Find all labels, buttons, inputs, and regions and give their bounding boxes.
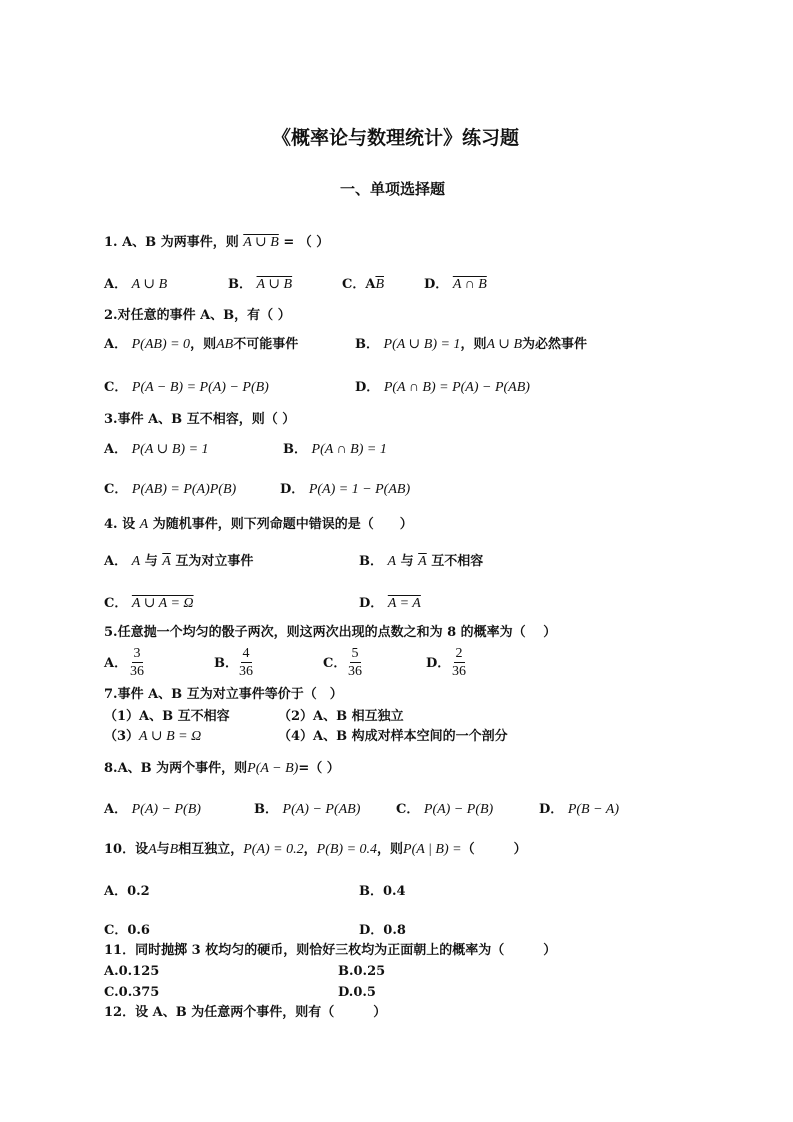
q1-option-a: A． A ∪ B — [104, 277, 168, 292]
q11-option-b: B.0.25 — [338, 964, 386, 979]
q7-option-4: （4）A、B 构成对样本空间的一个剖分 — [278, 729, 508, 744]
question-2: 2.对任意的事件 A、B，有（ ） — [104, 308, 291, 323]
q3-option-a: A． P(A ∪ B) = 1 — [104, 442, 209, 457]
q3-option-b: B． P(A ∩ B) = 1 — [283, 442, 387, 457]
q8-option-c: C． P(A) − P(B) — [396, 802, 494, 817]
question-1: 1. A、B 为两事件，则 A ∪ B = （ ） — [104, 235, 330, 250]
q4-option-a: A． A 与 $\overline{A}$ 互为对立事件 — [104, 554, 254, 569]
q4-option-c: C． A ∪ A = Ω — [104, 596, 194, 611]
q1-complement-expression: A ∪ B — [243, 235, 279, 250]
q5-option-c-fraction: $\frac{5}{36}$ — [348, 646, 362, 680]
q1-option-c: C．$A\overline{B}$ — [342, 277, 384, 292]
q7-option-2: （2）A、B 相互独立 — [278, 709, 404, 724]
q10-option-a: A．0.2 — [104, 884, 150, 899]
q5-option-b-label: B． — [214, 656, 238, 671]
q11-option-c: C.0.375 — [104, 985, 160, 1000]
q11-option-a: A.0.125 — [104, 964, 160, 979]
page-title: 《概率论与数理统计》练习题 — [272, 127, 520, 149]
q2-option-c: C． P(A − B) = P(A) − P(B) — [104, 380, 269, 395]
q8-option-d: D． P(B − A) — [539, 802, 619, 817]
q10-option-b: B．0.4 — [359, 884, 406, 899]
q5-option-b-fraction: $\frac{4}{36}$ — [239, 646, 253, 680]
question-5: 5.任意抛一个均匀的骰子两次，则这两次出现的点数之和为 8 的概率为（ ） — [104, 625, 557, 640]
q2-option-a: A． P(AB) = 0，则AB不可能事件 — [104, 337, 299, 352]
question-8: 8.A、B 为两个事件，则P(A − B)=（ ） — [104, 761, 340, 776]
q5-option-d-label: D． — [426, 656, 451, 671]
question-7: 7.事件 A、B 互为对立事件等价于（ ） — [104, 687, 343, 702]
q4-option-d: D． A = A — [359, 596, 421, 611]
q1-option-d: D． A ∩ B — [424, 277, 487, 292]
q7-option-3: （3）A ∪ B = Ω — [104, 729, 202, 744]
q7-option-1: （1）A、B 互不相容 — [104, 709, 230, 724]
question-11: 11．同时抛掷 3 枚均匀的硬币，则恰好三枚均为正面朝上的概率为（ ） — [104, 943, 557, 958]
q4-option-b: B． A 与 $\overline{A}$ 互不相容 — [359, 554, 484, 569]
question-10: 10．设A与B相互独立，P(A) = 0.2，P(B) = 0.4，则P(A | B) =（ ） — [104, 842, 527, 857]
q11-option-d: D.0.5 — [338, 985, 376, 1000]
question-4: 4. 设 A 为随机事件，则下列命题中错误的是（ ） — [104, 517, 413, 532]
q5-option-a-label: A． — [104, 656, 128, 671]
q2-option-b: B． P(A ∪ B) = 1，则A ∪ B为必然事件 — [355, 337, 588, 352]
section-heading: 一、单项选择题 — [340, 180, 446, 198]
q1-option-b: B． A ∪ B — [228, 277, 293, 292]
q3-option-d: D． P(A) = 1 − P(AB) — [280, 482, 411, 497]
q5-option-a-fraction: $\frac{3}{36}$ — [130, 646, 144, 680]
q8-option-a: A． P(A) − P(B) — [104, 802, 201, 817]
q5-option-c-label: C． — [323, 656, 347, 671]
q8-option-b: B． P(A) − P(AB) — [254, 802, 361, 817]
q10-option-d: D．0.8 — [359, 923, 406, 938]
question-12: 12．设 A、B 为任意两个事件，则有（ ） — [104, 1005, 387, 1020]
q5-option-d-fraction: $\frac{2}{36}$ — [452, 646, 466, 680]
question-3: 3.事件 A、B 互不相容，则（ ） — [104, 412, 296, 427]
q10-option-c: C．0.6 — [104, 923, 150, 938]
q3-option-c: C． P(AB) = P(A)P(B) — [104, 482, 237, 497]
q2-option-d: D． P(A ∩ B) = P(A) − P(AB) — [355, 380, 530, 395]
